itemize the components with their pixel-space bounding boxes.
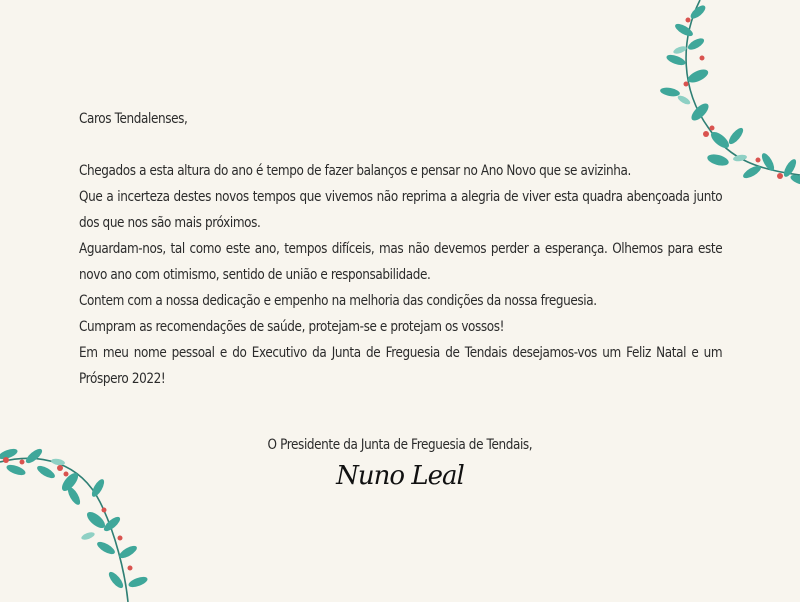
signature-title: O Presidente da Junta de Freguesia de Tendais, — [267, 437, 533, 453]
letter-paragraph: Chegados a esta altura do ano é tempo de fazer balanços e pensar no Ano Novo que se avizinha. — [79, 163, 631, 179]
letter-paragraph: Aguardam-nos, tal como este ano, tempos difíceis, mas não devemos perder a esperança. Olhemos para este novo ano com otimismo, sentido de união e responsabilidade. — [79, 241, 723, 283]
letter-paragraph: Cumpram as recomendações de saúde, protejam-se e protejam os vossos! — [79, 319, 505, 335]
letter-body — [79, 106, 722, 392]
letter-greeting: Caros Tendalenses, — [79, 111, 188, 127]
signature-block — [0, 434, 800, 491]
letter-paragraph: Em meu nome pessoal e do Executivo da Junta de Freguesia de Tendais desejamos-vos um Feliz Natal e um Próspero 2022! — [79, 345, 723, 387]
letter-paragraph: Contem com a nossa dedicação e empenho na melhoria das condições da nossa freguesia. — [79, 293, 597, 309]
signature: Nuno Leal — [336, 461, 464, 491]
letter-paragraph: Que a incerteza destes novos tempos que vivemos não reprima a alegria de viver esta quadra abençoada junto dos que nos são mais próximos. — [79, 189, 723, 231]
